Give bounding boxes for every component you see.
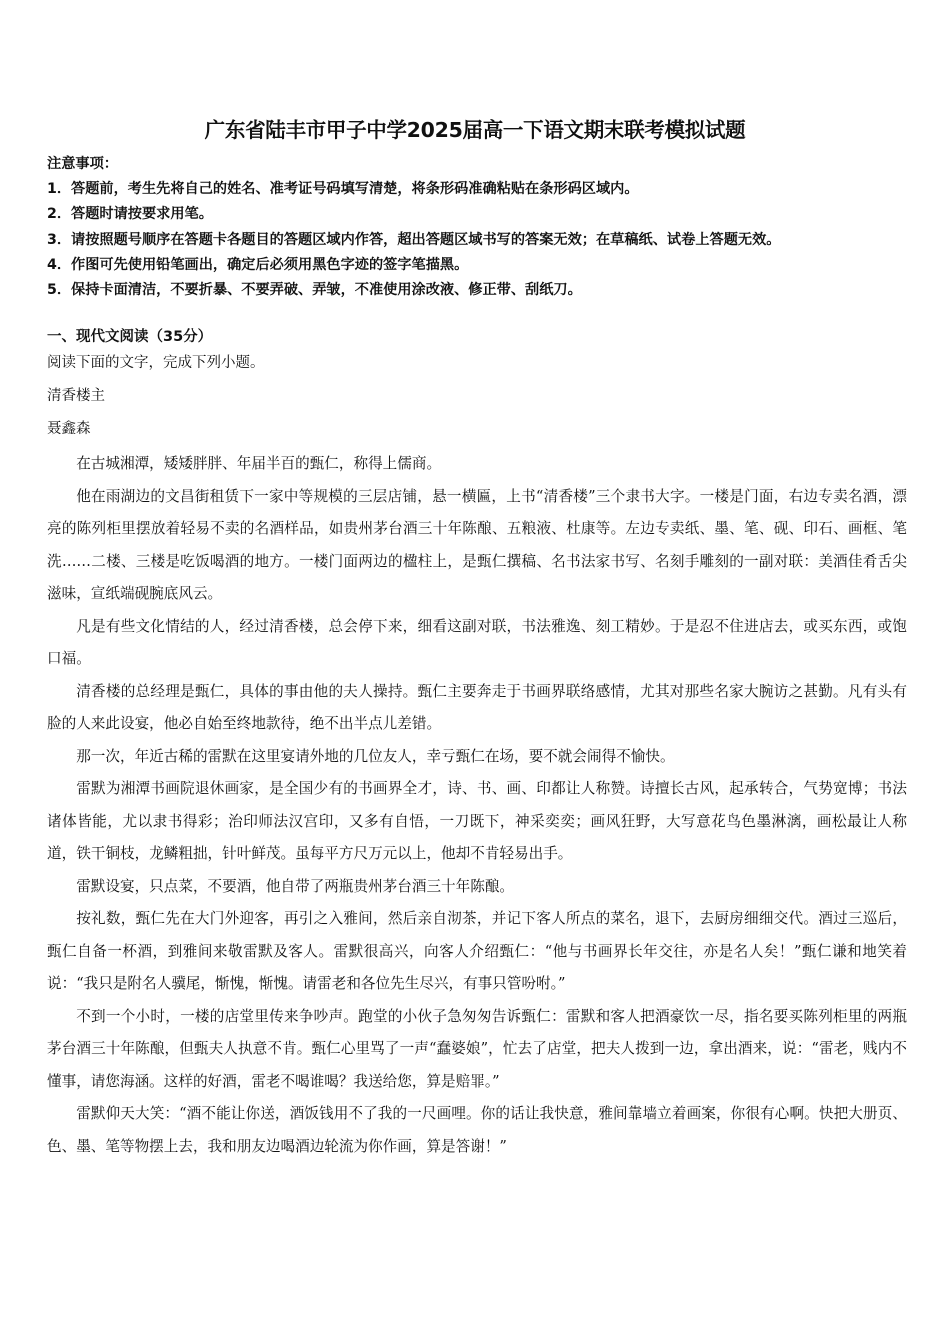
notice-item: 2．答题时请按要求用笔。 (47, 206, 213, 223)
article-body (47, 448, 907, 1163)
notice-item: 4．作图可先使用铅笔画出，确定后必须用黑色字迹的签字笔描黑。 (47, 256, 469, 273)
article-paragraph: 不到一个小时，一楼的店堂里传来争吵声。跑堂的小伙子急匆匆告诉甄仁：雷默和客人把酒豪饮一尽，指名要买陈列柜里的两瓶茅台酒三十年陈酿，但甄夫人执意不肯。甄仁心里骂了一声“蠢婆娘”，忙去了店堂，把夫人拨到一边，拿出酒来，说：“雷老，贱内不懂事，请您海涵。这样的好酒，雷老不喝谁喝？我送给您，算是赔罪。” (47, 1007, 907, 1090)
exam-title: 广东省陆丰市甲子中学2025届高一下语文期末联考模拟试题 (204, 118, 746, 142)
article-paragraph: 他在雨湖边的文昌街租赁下一家中等规模的三层店铺，悬一横匾，上书“清香楼”三个隶书大字。一楼是门面，右边专卖名酒，漂亮的陈列柜里摆放着轻易不卖的名酒样品，如贵州茅台酒三十年陈酿、五粮液、杜康等。左边专卖纸、墨、笔、砚、印石、画框、笔洗……二楼、三楼是吃饭喝酒的地方。一楼门面两边的楹柱上，是甄仁撰稿、名书法家书写、名刻手雕刻的一副对联：美酒佳肴舌尖滋味，宣纸端砚腕底风云。 (47, 487, 907, 602)
section-heading: 一、现代文阅读（35分） (47, 329, 213, 345)
article-paragraph: 按礼数，甄仁先在大门外迎客，再引之入雅间，然后亲自沏茶，并记下客人所点的菜名，退下，去厨房细细交代。酒过三巡后，甄仁自备一杯酒，到雅间来敬雷默及客人。雷默很高兴，向客人介绍甄仁：“他与书画界长年交往，亦是名人矣！”甄仁谦和地笑着说：“我只是附名人骥尾，惭愧，惭愧。请雷老和各位先生尽兴，有事只管吩咐。” (47, 910, 907, 992)
notice-item: 1．答题前，考生先将自己的姓名、准考证号码填写清楚，将条形码准确粘贴在条形码区域内。 (47, 181, 639, 198)
article-paragraph: 那一次，年近古稀的雷默在这里宴请外地的几位友人，幸亏甄仁在场，要不就会闹得不愉快。 (76, 747, 675, 765)
article-paragraph: 凡是有些文化情结的人，经过清香楼，总会停下来，细看这副对联，书法雅逸、刻工精妙。于是忍不住进店去，或买东西，或饱口福。 (47, 617, 907, 667)
article-paragraph: 在古城湘潭，矮矮胖胖、年届半百的甄仁，称得上儒商。 (76, 455, 442, 472)
notice-item: 3．请按照题号顺序在答题卡各题目的答题区域内作答，超出答题区域书写的答案无效；在草稿纸、试卷上答题无效。 (47, 231, 781, 248)
article-title: 清香楼主 (47, 388, 105, 404)
article-paragraph: 雷默设宴，只点菜，不要酒，他自带了两瓶贵州茅台酒三十年陈酿。 (76, 877, 515, 895)
section-instruction: 阅读下面的文字，完成下列小题。 (47, 355, 265, 371)
notice-heading: 注意事项： (47, 156, 118, 172)
article-paragraph: 雷默为湘潭书画院退休画家，是全国少有的书画界全才，诗、书、画、印都让人称赞。诗擅长古风，起承转合，气势宽博；书法诸体皆能，尤以隶书得彩；治印师法汉宫印，又多有自悟，一刀既下，神采奕奕；画风狂野，大写意花鸟色墨淋漓，画松最让人称道，铁干铜枝，龙鳞粗拙，针叶鲜茂。虽每平方尺万元以上，他却不肯轻易出手。 (47, 780, 907, 862)
notice-block (47, 152, 917, 303)
article-paragraph: 雷默仰天大笑：“酒不能让你送，酒饭钱用不了我的一尺画哩。你的话让我快意，雅间靠墙立着画案，你很有心啊。快把大册页、色、墨、笔等物摆上去，我和朋友边喝酒边轮流为你作画，算是答谢！” (47, 1105, 907, 1155)
article-author: 聂鑫森 (47, 421, 91, 437)
article-paragraph: 清香楼的总经理是甄仁，具体的事由他的夫人操持。甄仁主要奔走于书画界联络感情，尤其对那些名家大腕访之甚勤。凡有头有脸的人来此设宴，他必自始至终地款待，绝不出半点儿差错。 (47, 682, 907, 732)
notice-item: 5．保持卡面清洁，不要折暴、不要弄破、弄皱，不准使用涂改液、修正带、刮纸刀。 (47, 281, 582, 298)
